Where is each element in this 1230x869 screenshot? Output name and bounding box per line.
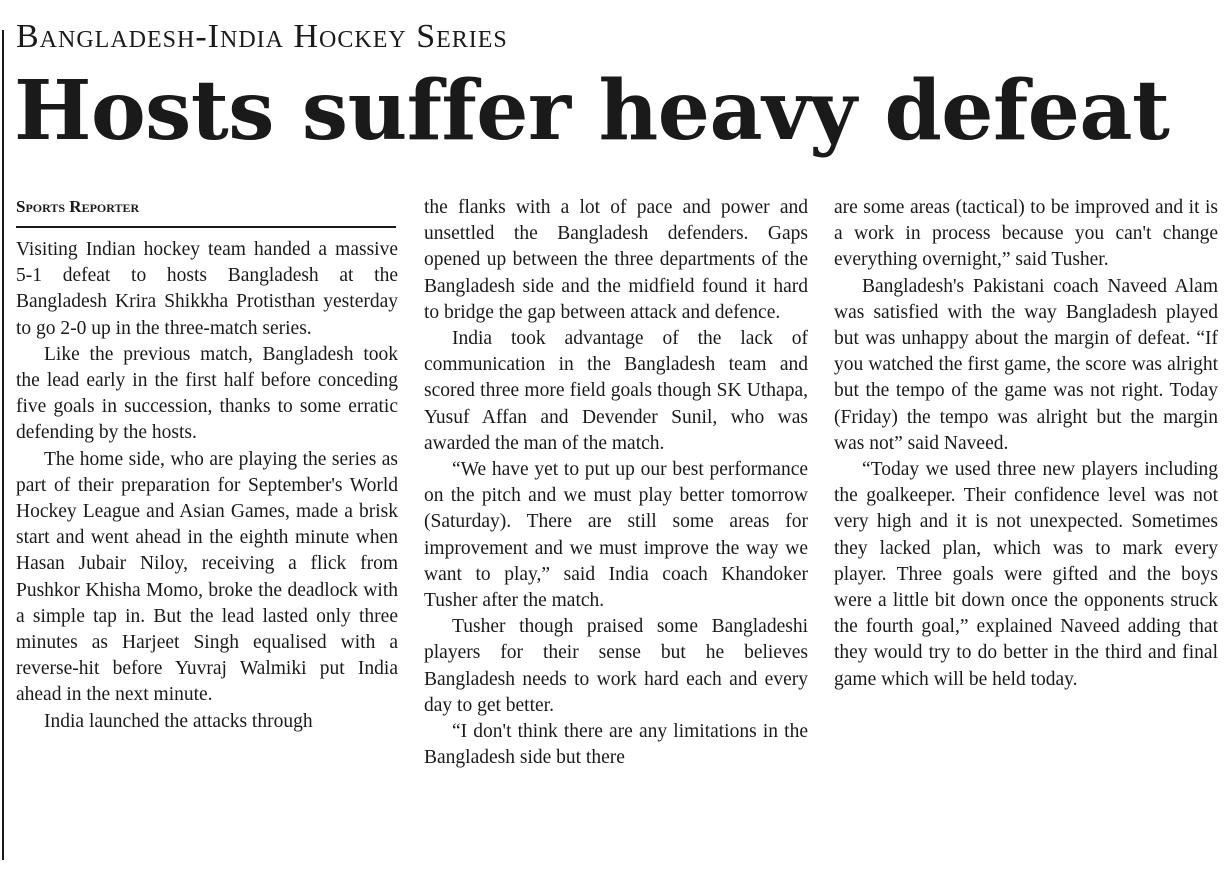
byline: Sports Reporter bbox=[16, 196, 396, 228]
paragraph: India took advantage of the lack of communication in the Bangladesh team and scored three more field goals though SK Uthapa, Yusuf Affan and Devender Sunil, who was awarded the man of the match. bbox=[424, 328, 808, 454]
paragraph: are some areas (tactical) to be improved and it is a work in process because you can't change everything overnight,” said Tusher. bbox=[834, 197, 1218, 271]
headline: Hosts suffer heavy defeat bbox=[14, 63, 1170, 159]
paragraph: “I don't think there are any limitations in the Bangladesh side but there bbox=[424, 721, 808, 769]
paragraph: Like the previous match, Bangladesh took the lead early in the first half before conceding five goals in succession, thanks to some erratic defending by the hosts. bbox=[16, 343, 398, 444]
paragraph: The home side, who are playing the series as part of their preparation for September's World Hockey League and Asian Games, made a brisk start and went ahead in the eighth minute when Hasan Jubair Niloy, receiving a flick from Pushkor Khisha Momo, broke the deadlock with a simple tap in. But the lead lasted only three minutes as Harjeet Singh equalised with a reverse-hit before Yuvraj Walmiki put India ahead in the next minute. bbox=[16, 448, 398, 706]
paragraph: Tusher though praised some Bangladeshi players for their sense but he believes Bangladesh needs to work hard each and every day to get better. bbox=[424, 616, 808, 716]
article-column-3 bbox=[834, 195, 1218, 693]
paragraph: Visiting Indian hockey team handed a massive 5-1 defeat to hosts Bangladesh at the Bangladesh Krira Shikkha Protisthan yesterday to go 2-0 up in the three-match series. bbox=[16, 239, 398, 339]
series-kicker: Bangladesh-India Hockey Series bbox=[16, 18, 508, 55]
left-column-rule bbox=[2, 30, 4, 860]
paragraph: “We have yet to put up our best performance on the pitch and we must play better tomorrow (Saturday). There are still some areas for improvement and we must improve the way we want to play,” said India coach Khandoker Tusher after the match. bbox=[424, 459, 808, 612]
paragraph: Bangladesh's Pakistani coach Naveed Alam was satisfied with the way Bangladesh played but was unhappy about the margin of defeat. “If you watched the first game, the score was alright but the tempo of the game was not right. Today (Friday) the tempo was alright but the margin was not” said Naveed. bbox=[834, 275, 1218, 454]
paragraph: “Today we used three new players including the goalkeeper. Their confidence level was not very high and it is not unexpected. Sometimes they lacked plan, which was to mark every player. Three goals were gifted and the boys were a little bit down once the opponents struck the fourth goal,” explained Naveed adding that they would try to do better in the third and final game which will be held today. bbox=[834, 459, 1218, 690]
paragraph: the flanks with a lot of pace and power and unsettled the Bangladesh defenders. Gaps opened up between the three departments of the Bangladesh side and the midfield found it hard to bridge the gap between attack and defence. bbox=[424, 197, 808, 323]
paragraph: India launched the attacks through bbox=[44, 710, 313, 732]
article-column-1 bbox=[16, 237, 398, 735]
article-column-2 bbox=[424, 195, 808, 771]
